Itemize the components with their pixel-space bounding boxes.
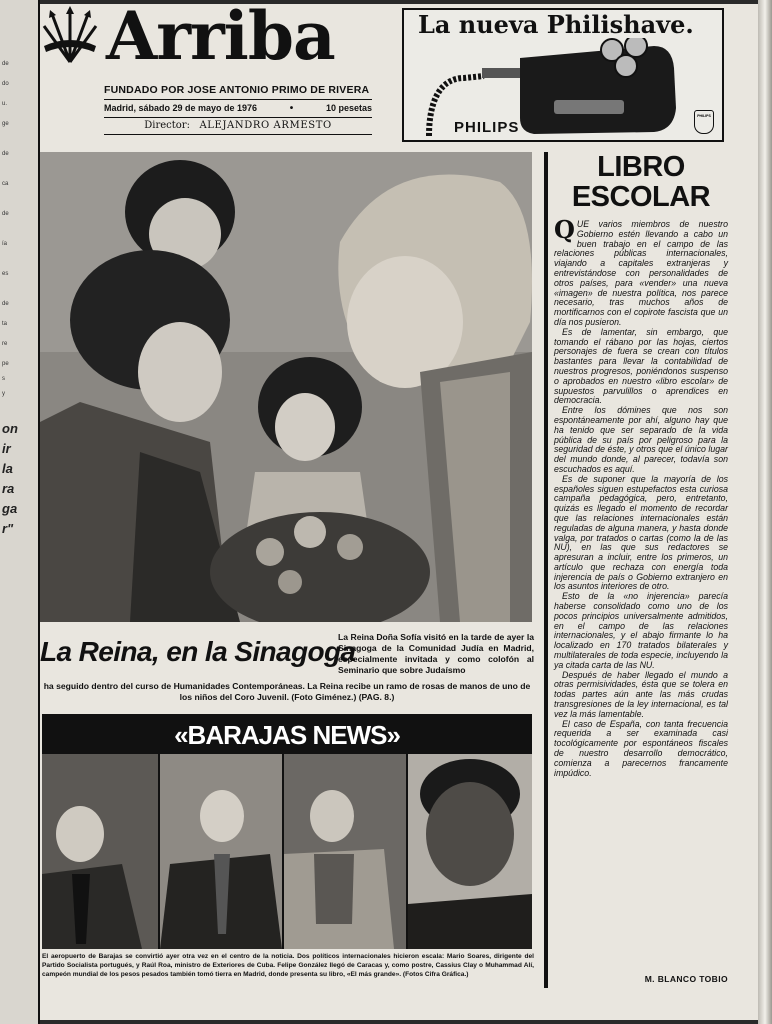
founder-line: FUNDADO POR JOSE ANTONIO PRIMO DE RIVERA [104,84,370,96]
page-edge [758,0,772,1024]
column-divider [544,152,548,988]
column-title-line-2: ESCOLAR [571,181,711,213]
dateline [104,99,372,118]
spine-fragment: es [2,271,9,277]
issue-price: 10 pesetas [325,103,372,113]
spine-fragment-large: ra [2,481,15,496]
barajas-caption: El aeropuerto de Barajas se convirtió ayer otra vez en el centro de la noticia. Dos políticos internacionales hicieron escala: Mario Soares, dirigente del Partido Socialista portugués, y Raúl Roa, ministro de Exteriores de Cuba. Felipe González llegó de Caracas y, como postre, Cassius Clay o Muhammad Alí, campeón mundial de los pesos pesados también tomó tierra en Madrid, donde presenta su libro, «El más grande». (Fotos Cifra Gráfica.) [42,953,534,978]
column-byline: M. BLANCO TOBIO [644,974,728,984]
queen-synagogue-photo [40,152,532,622]
spine-fragment: ge [2,121,9,127]
lead-caption-right: La Reina Doña Sofía visitó en la tarde de ayer la Sinagoga de la Comunidad Judía en Madrid, especialmente invitada y como colofón al Seminario que sobre Judaísmo [338,632,534,675]
director-name: ALEJANDRO ARMESTO [199,120,332,131]
column-paragraph: Después de haber llegado el mundo a otras permisividades, ésta que se tolera en todas partes aún ante las más crudas transgresiones de la ley internacional, es tal vez la más lamentable. [554,669,728,719]
separator-dot: • [289,103,294,114]
barajas-photo-2 [160,754,282,949]
column-title-line-1: LIBRO [597,151,685,183]
photo-roa [160,754,282,949]
column-paragraph: Esto de la «no injerencia» parecía haberse consolidado como uno de los pocos principios universalmente admitidos, en el campo de las relaciones internacionales, y el abajo firmante lo ha localizado en 170 tratados bilaterales y multilaterales de toda especie, incluyendo la ya citada carta de las NU. [554,591,728,670]
drop-cap: Q [554,215,575,244]
lead-caption-bottom: ha seguido dentro del curso de Humanidades Contemporáneas. La Reina recibe un ramo de rosas de manos de uno de los niños del Coro Juvenil. (Foto Giménez.) (PAG. 8.) [43,681,531,702]
lead-headline: La Reina, en la Sinagoga [40,636,356,667]
philips-advertisement [402,8,724,142]
spine-fragment: do [2,81,9,87]
barajas-photo-1 [42,754,158,949]
barajas-photo-strip [42,754,532,949]
spine-fragment-large: on [2,421,18,436]
newspaper-front-page [40,0,758,1020]
director-label: Director: [144,120,190,131]
column-body [554,215,728,778]
barajas-photo-3 [284,754,406,949]
spine-fragment: de [2,211,9,217]
masthead [40,0,400,144]
previous-page-spine [0,0,40,1024]
photo-soares [42,754,158,949]
newspaper-title: Arriba [106,0,335,75]
spine-fragment: ca [2,181,9,187]
spine-fragment-large: ga [2,501,18,516]
spine-fragment-large: r" [2,521,14,536]
director-line [104,120,372,135]
ad-brand-name: PHILIPS [454,119,520,136]
photo-ali [408,754,532,949]
column-paragraph: El caso de España, con tanta frecuencia requerida a ser examinada casi tocológicamente por espontáneos fiscales de nuestro desarrollo democrático, comienza a parecernos francamente impúdico. [554,718,728,778]
spine-fragment: de [2,151,9,157]
issue-date: Madrid, sábado 29 de mayo de 1976 [104,103,258,113]
yoke-and-arrows-icon [40,6,100,66]
spine-fragment: de [2,301,9,307]
column-paragraph: Entre los dómines que nos son espontáneamente por ahí, alguno hay que ha tenido que ser separado de la vida pública de su país por peligroso para la seguridad de éste, y otros que el único lugar del mundo donde, al parecer, todavía son escuchados es aquí. [554,405,728,474]
spine-fragment: re [2,341,8,347]
spine-fragment: ía [2,241,8,247]
barajas-news-box [42,714,532,949]
column-paragraph: Es de lamentar, sin embargo, que tomando el rábano por las hojas, ciertos personajes de fuera se crean con títulos bastantes para llevar la contabilidad de nuestros progresos, poniéndonos suspenso o aprobados en nuestro «libro escolar» de supuestos parvulillos o aprendices en democracia. [554,326,728,406]
column-title [554,152,728,212]
ad-headline: La nueva Philishave. [418,10,694,39]
photo-scene [40,152,532,622]
column-paragraph: Es de suponer que la mayoría de los españoles siguen estupefactos esta curiosa campaña pedagógica, pero, entretanto, quizás es llegado el momento de recordar que las relaciones internacionales están reguladas de alguna manera, y hasta donde valga, por tratados o cartas (como la de las NU), en las que sus redactores se apresuran a incluir, entre los primeros, un artículo que rechaza con energía toda injerencia de país o Gobierno extranjero en los asuntos interiores de otro. [554,473,728,592]
spine-fragment: y [2,391,5,397]
barajas-news-title: «BARAJAS NEWS» [174,720,400,750]
barajas-photo-4 [408,754,532,949]
spine-fragment-large: ir [2,441,11,456]
philips-logo-text: PHILIPS [697,114,711,118]
spine-fragment: u. [2,101,8,107]
philips-shield-logo [694,110,714,134]
spine-fragment: ta [2,321,8,327]
spine-fragment: s [2,376,5,382]
spine-fragment-large: la [2,461,13,476]
editorial-column [554,152,728,992]
spine-fragment: de [2,61,9,67]
photo-gonzalez [284,754,406,949]
column-paragraph: UE varios miembros de nuestro Gobierno estén llevando a cabo un buen trabajo en el campo de las relaciones públicas internacionales, viajando a capitales extranjeras y entrevistándose con personalidades de otros países, para «vender» una nueva «imagen» de nuestra política, nos parece necesario, tras muchos años de mortificarnos con el copirote fascista que un día nos pusieron. [554,219,728,327]
spine-fragment: pe [2,361,9,367]
